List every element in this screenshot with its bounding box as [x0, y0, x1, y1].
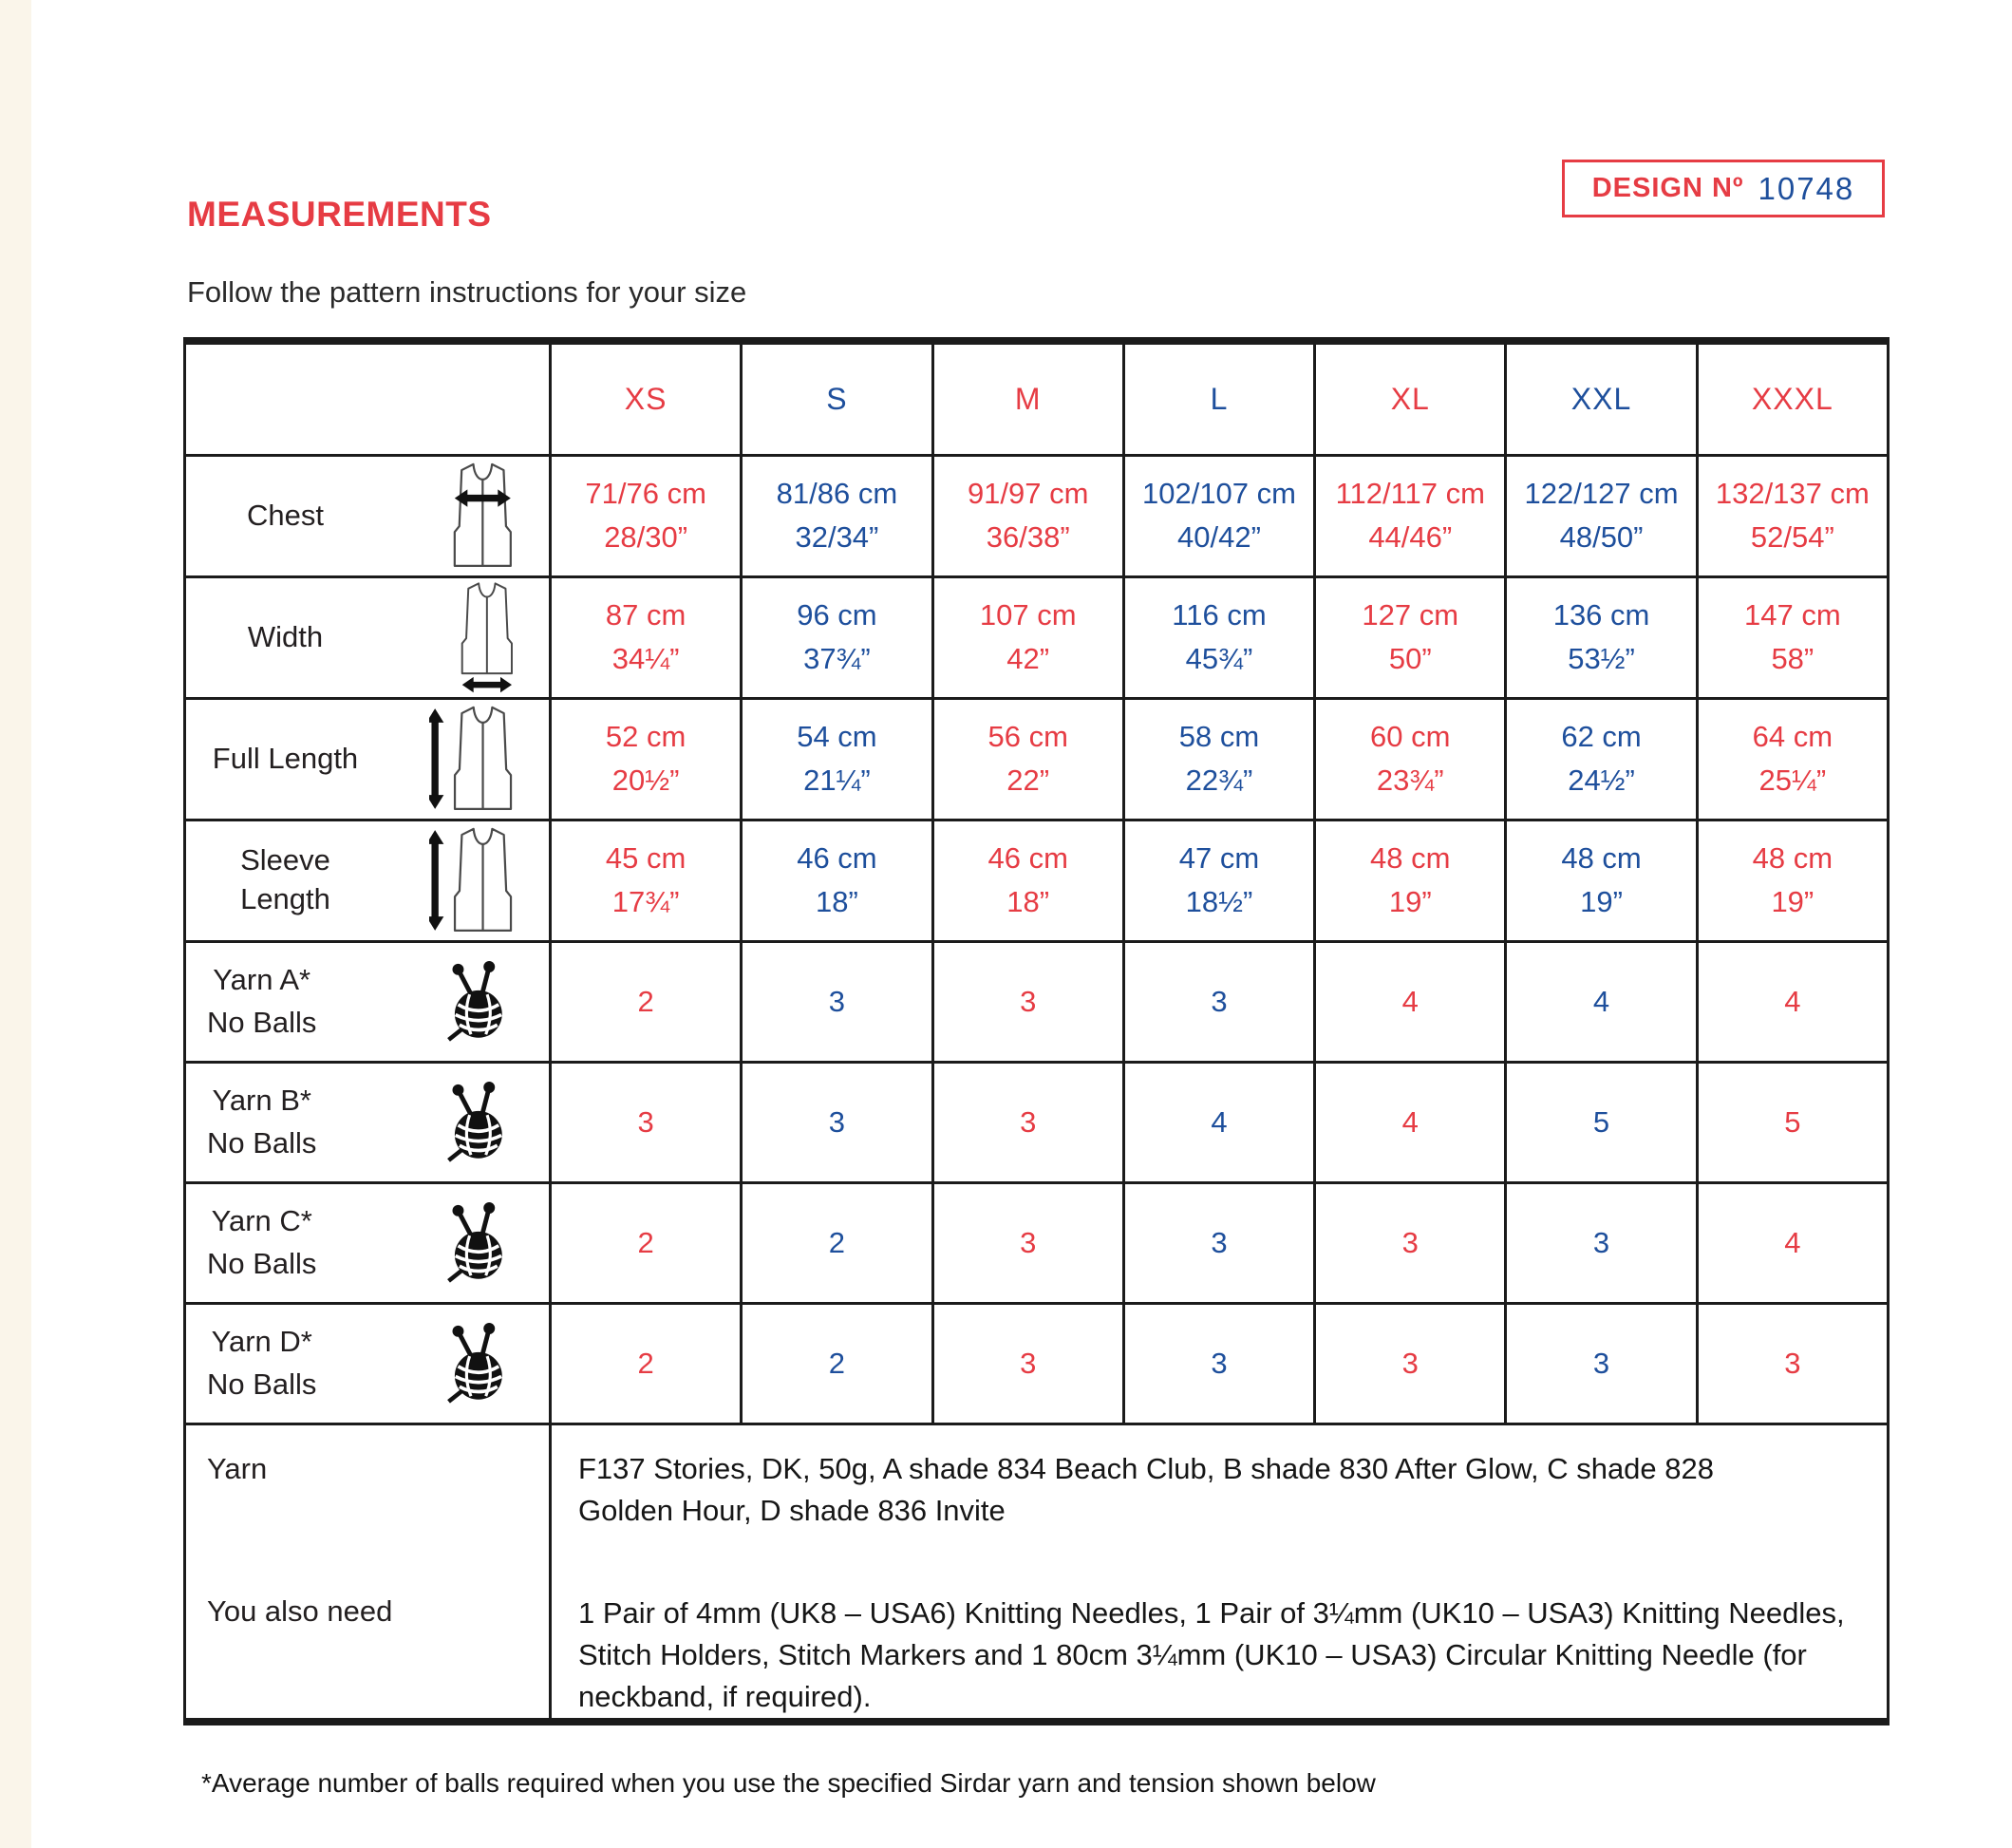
yarn-count-cell: 5	[1506, 1062, 1697, 1182]
page-edge-strip	[0, 0, 31, 1848]
inch-value: 44/46”	[1368, 520, 1453, 554]
measurement-cell	[1506, 820, 1697, 941]
size-header-xl: XL	[1315, 341, 1506, 455]
yarn-count-cell: 4	[1697, 1182, 1888, 1303]
yarn-count-cell: 2	[551, 1303, 742, 1424]
row-header-yarn-a	[185, 941, 551, 1062]
garment-length-arrow-icon	[429, 824, 520, 936]
row-label-width: Width	[247, 619, 324, 653]
inch-value: 19”	[1580, 885, 1623, 918]
measurement-cell	[932, 455, 1123, 576]
cm-value: 48 cm	[1370, 841, 1451, 875]
yarn-count-cell: 5	[1697, 1062, 1888, 1182]
cm-value: 116 cm	[1172, 598, 1267, 632]
inch-value: 40/42”	[1177, 520, 1261, 554]
measurement-cell	[551, 820, 742, 941]
size-header-xxxl: XXXL	[1697, 341, 1888, 455]
garment-width-arrow-icon	[454, 579, 520, 695]
cm-value: 46 cm	[797, 841, 877, 875]
row-header-chest	[185, 455, 551, 576]
inch-value: 18”	[1006, 885, 1050, 918]
info-label-you-also-need: You also need	[207, 1593, 393, 1628]
table-row-yarn-c	[185, 1182, 1889, 1303]
yarn-count-cell: 3	[551, 1062, 742, 1182]
row-header-full-length	[185, 698, 551, 820]
measurement-cell	[1315, 820, 1506, 941]
row-label-yarn-d: Yarn D* No Balls	[207, 1324, 317, 1401]
inch-value: 45¾”	[1185, 642, 1253, 675]
table-row-yarn-b	[185, 1062, 1889, 1182]
cm-value: 52 cm	[605, 720, 686, 753]
info-text-cell	[551, 1424, 1889, 1722]
inch-value: 24½”	[1568, 764, 1635, 797]
yarn-count-cell: 3	[742, 1062, 932, 1182]
info-label-yarn: Yarn	[207, 1451, 268, 1485]
inch-value: 25¼”	[1758, 764, 1827, 797]
size-header-s: S	[742, 341, 932, 455]
empty-header-cell	[185, 341, 551, 455]
measurement-cell	[1506, 576, 1697, 698]
inch-value: 22¾”	[1185, 764, 1253, 797]
measurement-cell	[1123, 698, 1314, 820]
row-label-yarn-c: Yarn C* No Balls	[207, 1203, 317, 1280]
cm-value: 47 cm	[1178, 841, 1260, 875]
row-header-width	[185, 576, 551, 698]
yarn-count-cell: 2	[551, 941, 742, 1062]
yarn-count-cell: 3	[932, 1303, 1123, 1424]
cm-value: 54 cm	[797, 720, 877, 753]
info-label-cell	[185, 1424, 551, 1722]
inch-value: 37¾”	[803, 642, 871, 675]
row-label-yarn-a: Yarn A* No Balls	[207, 962, 317, 1039]
measurement-cell	[1123, 820, 1314, 941]
yarn-count-cell: 3	[1697, 1303, 1888, 1424]
yarn-count-cell: 3	[932, 1182, 1123, 1303]
yarn-ball-icon	[431, 1078, 515, 1167]
yarn-info-text: F137 Stories, DK, 50g, A shade 834 Beach Club, B shade 830 After Glow, C shade 828 Golden Hour, D shade 836 Invite	[578, 1451, 1714, 1527]
page-subtitle: Follow the pattern instructions for your size	[187, 275, 747, 309]
measurement-cell	[551, 455, 742, 576]
balls-footnote: *Average number of balls required when you use the specified Sirdar yarn and tension shown below	[201, 1768, 1376, 1798]
inch-value: 18”	[816, 885, 858, 918]
inch-value: 28/30”	[604, 520, 688, 554]
cm-value: 58 cm	[1178, 720, 1260, 753]
cm-value: 107 cm	[979, 598, 1077, 632]
row-label-sleeve-length: Sleeve Length	[240, 843, 330, 915]
measurement-cell	[551, 576, 742, 698]
measurement-cell	[1315, 698, 1506, 820]
page-title: MEASUREMENTS	[187, 195, 492, 234]
cm-value: 122/127 cm	[1524, 477, 1679, 510]
cm-value: 112/117 cm	[1335, 477, 1485, 510]
measurement-cell	[742, 820, 932, 941]
yarn-count-cell: 3	[1123, 1182, 1314, 1303]
inch-value: 21¼”	[803, 764, 871, 797]
row-header-yarn-d	[185, 1303, 551, 1424]
measurement-cell	[1697, 455, 1888, 576]
yarn-count-cell: 4	[1315, 941, 1506, 1062]
design-number-box	[1562, 160, 1885, 217]
size-header-xs: XS	[551, 341, 742, 455]
size-header-row	[185, 341, 1889, 455]
measurement-cell	[932, 698, 1123, 820]
measurement-cell	[742, 455, 932, 576]
row-label-full-length: Full Length	[212, 741, 359, 775]
inch-value: 58”	[1771, 642, 1815, 675]
yarn-count-cell: 4	[1506, 941, 1697, 1062]
measurement-cell	[932, 576, 1123, 698]
inch-value: 34¼”	[611, 642, 680, 675]
measurements-table	[183, 337, 1890, 1725]
measurement-cell	[1315, 455, 1506, 576]
inch-value: 23¾”	[1376, 764, 1444, 797]
yarn-count-cell: 4	[1315, 1062, 1506, 1182]
yarn-ball-icon	[431, 1319, 515, 1408]
measurement-cell	[1506, 698, 1697, 820]
yarn-count-cell: 3	[932, 941, 1123, 1062]
garment-length-arrow-icon	[429, 703, 520, 815]
yarn-count-cell: 3	[1315, 1182, 1506, 1303]
inch-value: 48/50”	[1559, 520, 1644, 554]
cm-value: 64 cm	[1752, 720, 1833, 753]
row-label-chest: Chest	[247, 498, 324, 532]
you-also-need-text: 1 Pair of 4mm (UK8 – USA6) Knitting Needles, 1 Pair of 3¼mm (UK10 – USA3) Knitting Needles, Stitch Holders, Stitch Markers and 1 80cm 3¼mm (UK10 – USA3) Circular Knitting Needle (for neckband, if required).	[578, 1595, 1845, 1713]
size-header-l: L	[1123, 341, 1314, 455]
row-header-sleeve-length	[185, 820, 551, 941]
inch-value: 19”	[1388, 885, 1432, 918]
cm-value: 102/107 cm	[1141, 477, 1296, 510]
row-label-yarn-b: Yarn B* No Balls	[207, 1083, 317, 1160]
measurement-cell	[1123, 455, 1314, 576]
table-row-width	[185, 576, 1889, 698]
yarn-count-cell: 3	[932, 1062, 1123, 1182]
table-row-yarn-d	[185, 1303, 1889, 1424]
measurement-cell	[1315, 576, 1506, 698]
cm-value: 56 cm	[987, 720, 1068, 753]
row-header-yarn-c	[185, 1182, 551, 1303]
table-row-yarn-a	[185, 941, 1889, 1062]
measurement-cell	[742, 576, 932, 698]
yarn-count-cell: 3	[1506, 1182, 1697, 1303]
design-number-label: DESIGN Nº	[1591, 173, 1744, 203]
measurement-cell	[551, 698, 742, 820]
cm-value: 48 cm	[1752, 841, 1833, 875]
measurement-cell	[1697, 698, 1888, 820]
table-row-chest	[185, 455, 1889, 576]
yarn-count-cell: 2	[742, 1303, 932, 1424]
yarn-ball-icon	[431, 1198, 515, 1288]
cm-value: 91/97 cm	[967, 477, 1089, 510]
yarn-count-cell: 3	[1123, 1303, 1314, 1424]
garment-chest-arrow-icon	[445, 460, 520, 572]
yarn-count-cell: 4	[1697, 941, 1888, 1062]
inch-value: 50”	[1388, 642, 1432, 675]
cm-value: 71/76 cm	[585, 477, 706, 510]
yarn-count-cell: 4	[1123, 1062, 1314, 1182]
design-number-value: 10748	[1758, 170, 1855, 206]
size-header-xxl: XXL	[1506, 341, 1697, 455]
measurement-cell	[932, 820, 1123, 941]
cm-value: 136 cm	[1552, 598, 1650, 632]
inch-value: 32/34”	[795, 520, 879, 554]
inch-value: 17¾”	[611, 885, 680, 918]
cm-value: 45 cm	[605, 841, 686, 875]
size-header-m: M	[932, 341, 1123, 455]
inch-value: 20½”	[611, 764, 680, 797]
cm-value: 147 cm	[1744, 598, 1841, 632]
measurement-cell	[1123, 576, 1314, 698]
yarn-count-cell: 2	[551, 1182, 742, 1303]
cm-value: 87 cm	[605, 598, 686, 632]
yarn-count-cell: 3	[1123, 941, 1314, 1062]
inch-value: 22”	[1006, 764, 1050, 797]
cm-value: 81/86 cm	[776, 477, 898, 510]
yarn-ball-icon	[431, 957, 515, 1047]
inch-value: 42”	[1006, 642, 1050, 675]
row-header-yarn-b	[185, 1062, 551, 1182]
yarn-count-cell: 2	[742, 1182, 932, 1303]
measurement-cell	[742, 698, 932, 820]
measurement-cell	[1697, 820, 1888, 941]
yarn-count-cell: 3	[1315, 1303, 1506, 1424]
cm-value: 62 cm	[1561, 720, 1642, 753]
cm-value: 48 cm	[1561, 841, 1642, 875]
cm-value: 60 cm	[1370, 720, 1451, 753]
table-row-sleeve-length	[185, 820, 1889, 941]
inch-value: 53½”	[1568, 642, 1635, 675]
cm-value: 127 cm	[1362, 598, 1459, 632]
inch-value: 19”	[1771, 885, 1815, 918]
table-row-yarn-info	[185, 1424, 1889, 1722]
inch-value: 52/54”	[1750, 520, 1834, 554]
table-row-full-length	[185, 698, 1889, 820]
measurement-cell	[1697, 576, 1888, 698]
inch-value: 36/38”	[986, 520, 1070, 554]
cm-value: 46 cm	[987, 841, 1068, 875]
yarn-count-cell: 3	[1506, 1303, 1697, 1424]
measurement-cell	[1506, 455, 1697, 576]
cm-value: 132/137 cm	[1715, 477, 1870, 510]
inch-value: 18½”	[1185, 885, 1253, 918]
yarn-count-cell: 3	[742, 941, 932, 1062]
cm-value: 96 cm	[797, 598, 877, 632]
